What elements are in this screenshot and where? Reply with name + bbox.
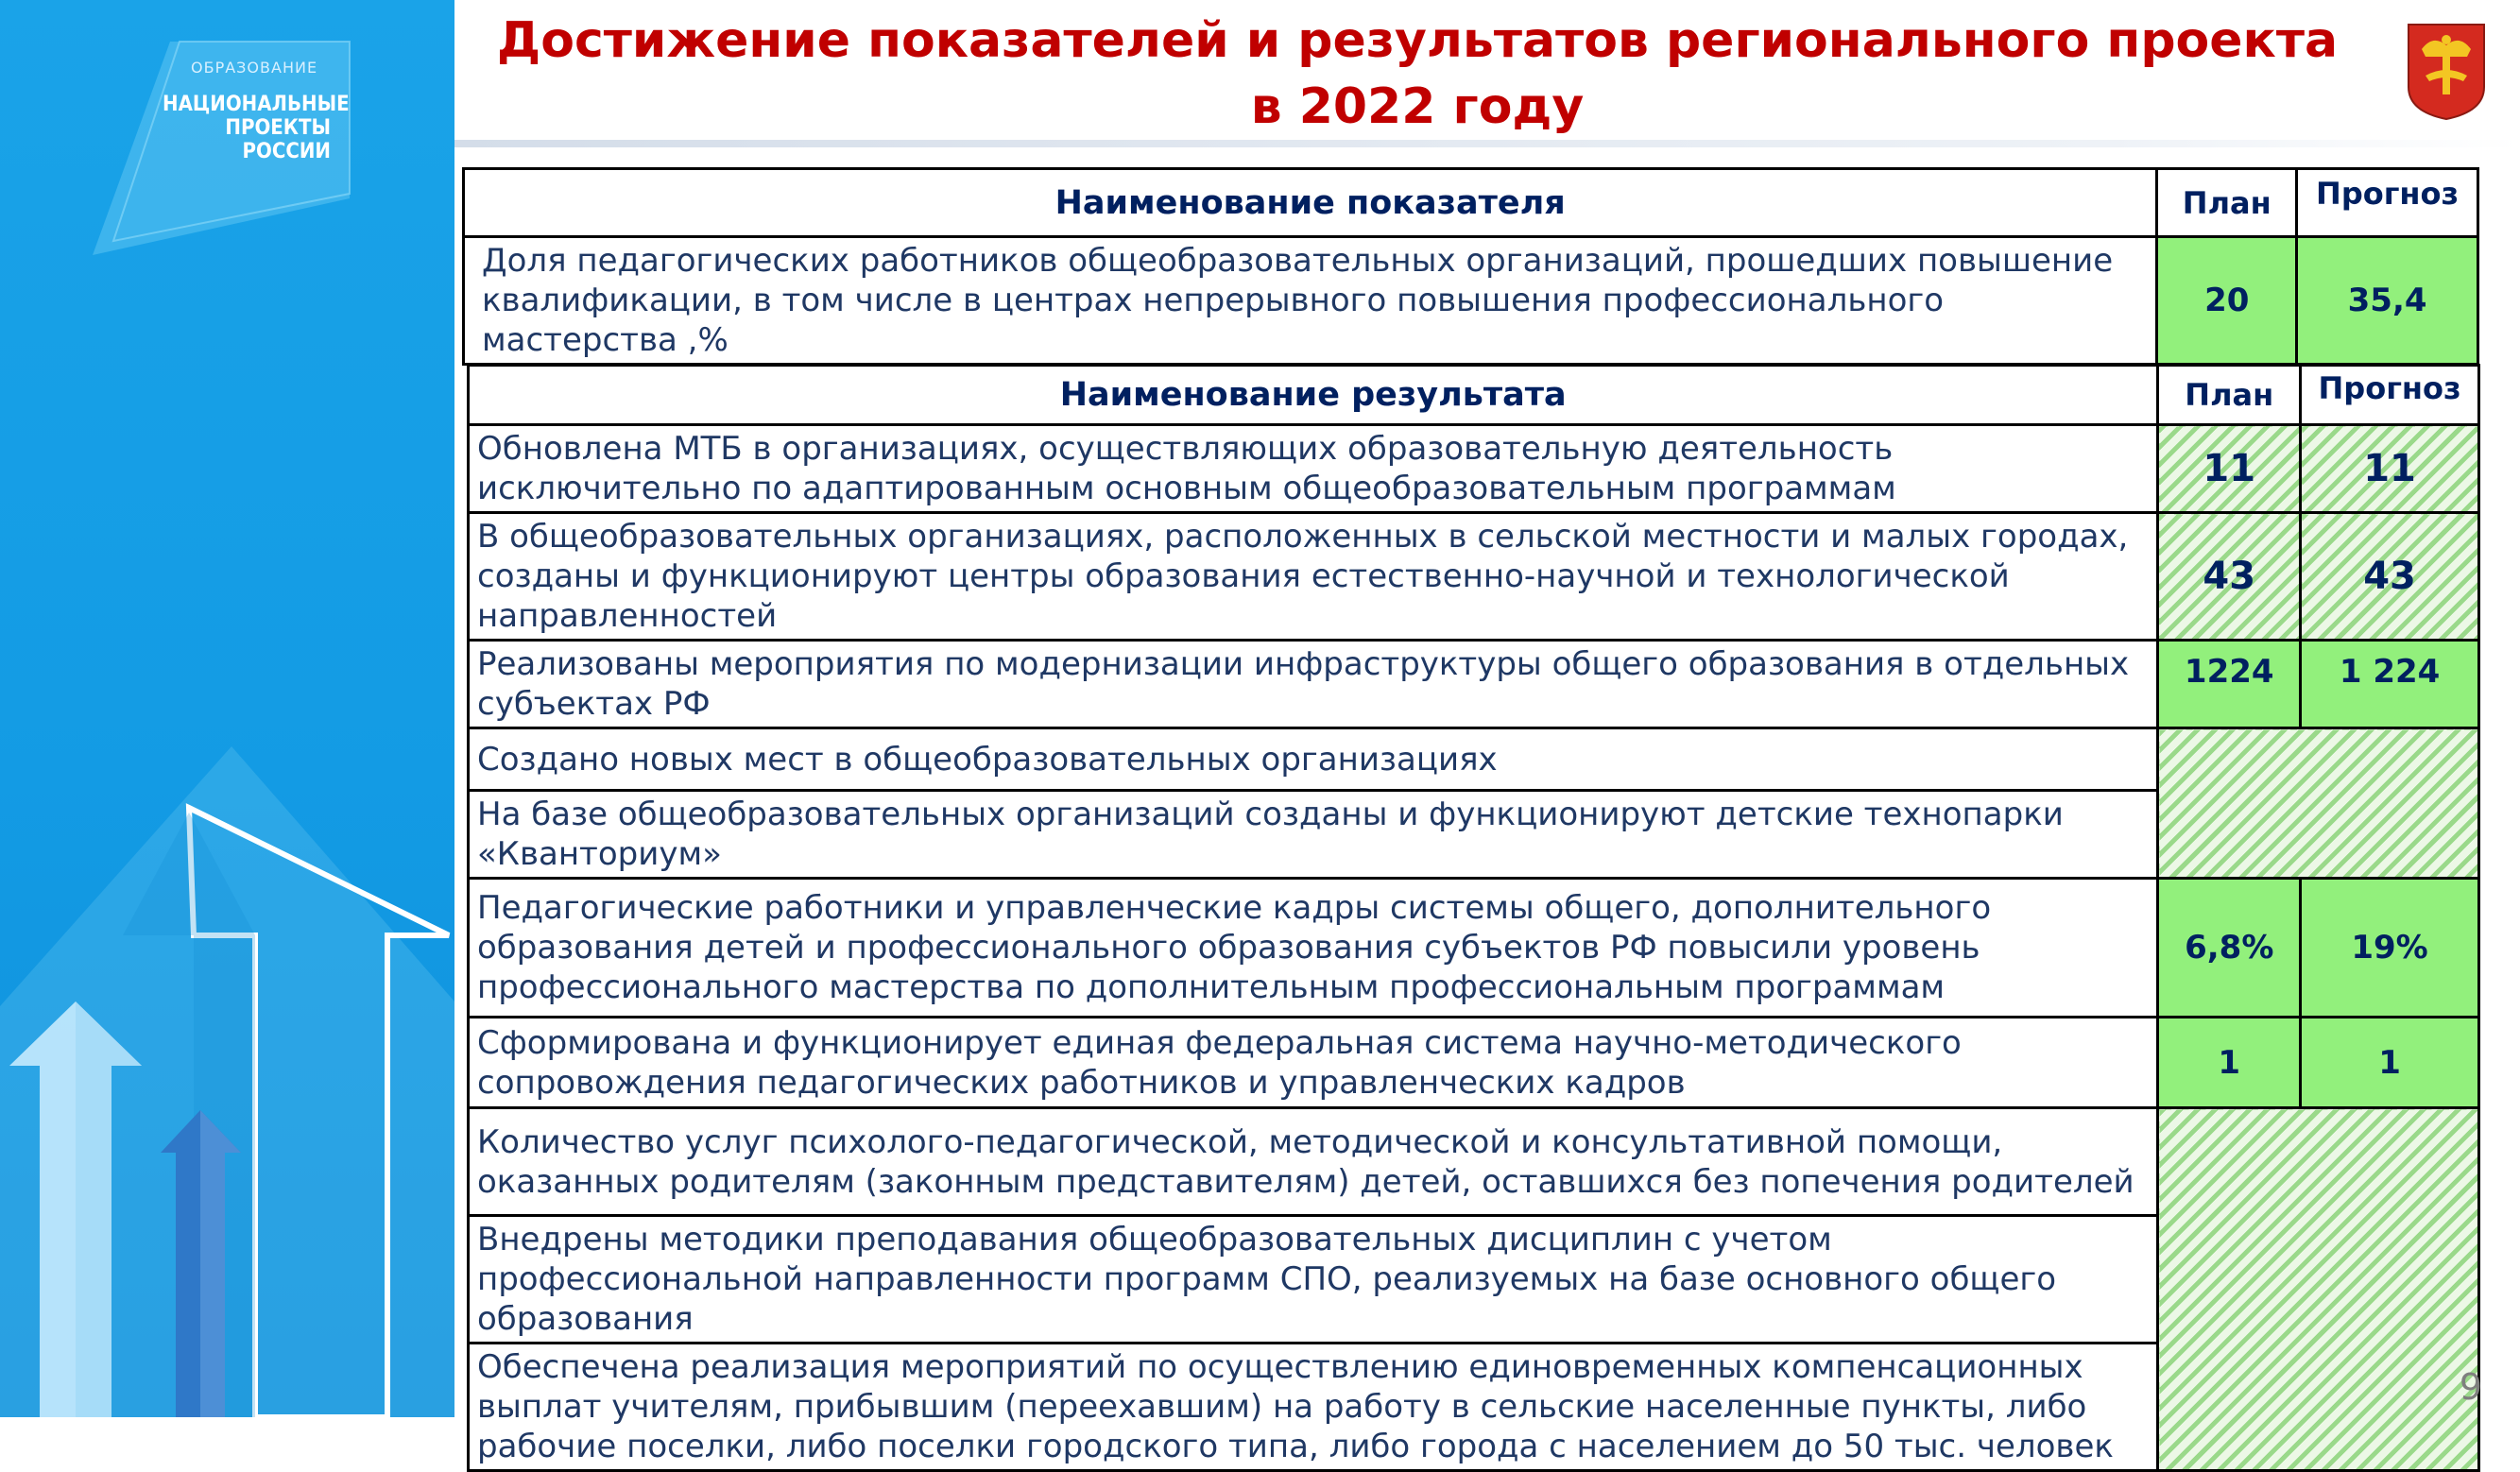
table-row (469, 641, 2479, 728)
result-name: Обеспечена реализация мероприятий по осуществлению единовременных компенсационных выплат учителям, прибывшим (переехавшим) на работу в сельские населенные пункты, либо рабочие поселки, либо поселки городского типа, либо города с населением до 50 тыс. человек (469, 1344, 2158, 1471)
result-plan: 1 (2158, 1018, 2301, 1108)
page-title-line: Достижение показателей и результатов регионального проекта (496, 12, 2339, 69)
result-forecast: 43 (2301, 513, 2479, 641)
table-row (469, 728, 2479, 791)
indicator-name: Доля педагогических работников общеобразовательных организаций, прошедших повышение квалификации, в том числе в центрах непрерывного повышения профессионального мастерства ,% (464, 237, 2157, 365)
result-forecast: 1 224 (2301, 641, 2479, 728)
page-number: 9 (2459, 1366, 2482, 1408)
result-name: В общеобразовательных организациях, расположенных в сельской местности и малых городах, созданы и функционируют центры образования естественно-научной и технологической направленностей (469, 513, 2158, 641)
result-forecast: 11 (2301, 425, 2479, 513)
column-header-indicator: Наименование показателя (464, 169, 2157, 237)
indicator-plan: 20 (2157, 237, 2297, 365)
result-name: Количество услуг психолого-педагогической, методической и консультативной помощи, оказанных родителям (законным представителям) детей, оставшихся без попечения родителей (469, 1108, 2158, 1216)
results-table (467, 364, 2480, 1472)
result-name: Создано новых мест в общеобразовательных организациях (469, 728, 2158, 791)
regional-coat-of-arms-icon (2405, 21, 2488, 121)
result-no-values-cell (2158, 1108, 2479, 1471)
result-forecast: 19% (2301, 879, 2479, 1018)
national-projects-logo (163, 93, 350, 163)
result-no-values-cell (2158, 728, 2479, 879)
table-row (469, 513, 2479, 641)
column-header-forecast: Прогноз (2297, 169, 2478, 237)
result-plan: 43 (2158, 513, 2301, 641)
result-name: Обновлена МТБ в организациях, осуществляющих образовательную деятельность исключительно по адаптированным основным общеобразовательным программам (469, 425, 2158, 513)
logo-line: ПРОЕКТЫ (225, 116, 331, 140)
table-row (464, 237, 2478, 365)
column-header-plan: План (2158, 366, 2301, 425)
result-name: На базе общеобразовательных организаций созданы и функционируют детские технопарки «Кванториум» (469, 791, 2158, 879)
page-title (472, 8, 2362, 140)
table-row (469, 1108, 2479, 1216)
growth-arrows-icon (0, 0, 454, 1417)
column-header-plan: План (2157, 169, 2297, 237)
result-name: Внедрены методики преподавания общеобразовательных дисциплин с учетом профессиональной направленности программ СПО, реализуемых на базе основного общего образования (469, 1216, 2158, 1344)
left-decorative-panel (0, 0, 454, 1417)
logo-small-text: ОБРАЗОВАНИЕ (191, 59, 318, 77)
indicator-forecast: 35,4 (2297, 237, 2478, 365)
table-row (469, 1018, 2479, 1108)
table-header-row (464, 169, 2478, 237)
table-header-row (469, 366, 2479, 425)
result-name: Реализованы мероприятия по модернизации инфраструктуры общего образования в отдельных субъектах РФ (469, 641, 2158, 728)
result-name: Педагогические работники и управленческие кадры системы общего, дополнительного образования детей и профессионального образования субъектов РФ повысили уровень профессионального мастерства по дополнительным профессиональным программам (469, 879, 2158, 1018)
result-forecast: 1 (2301, 1018, 2479, 1108)
table-row (469, 425, 2479, 513)
table-row (469, 879, 2479, 1018)
title-divider (454, 140, 2520, 147)
logo-line: РОССИИ (242, 140, 331, 163)
indicator-table (462, 167, 2479, 366)
result-plan: 1224 (2158, 641, 2301, 728)
page-title-line: в 2022 году (1250, 78, 1585, 135)
result-plan: 6,8% (2158, 879, 2301, 1018)
result-plan: 11 (2158, 425, 2301, 513)
column-header-result: Наименование результата (469, 366, 2158, 425)
logo-line: НАЦИОНАЛЬНЫЕ (163, 93, 350, 116)
column-header-forecast: Прогноз (2301, 366, 2479, 425)
result-name: Сформирована и функционирует единая федеральная система научно-методического сопровождения педагогических работников и управленческих кадров (469, 1018, 2158, 1108)
